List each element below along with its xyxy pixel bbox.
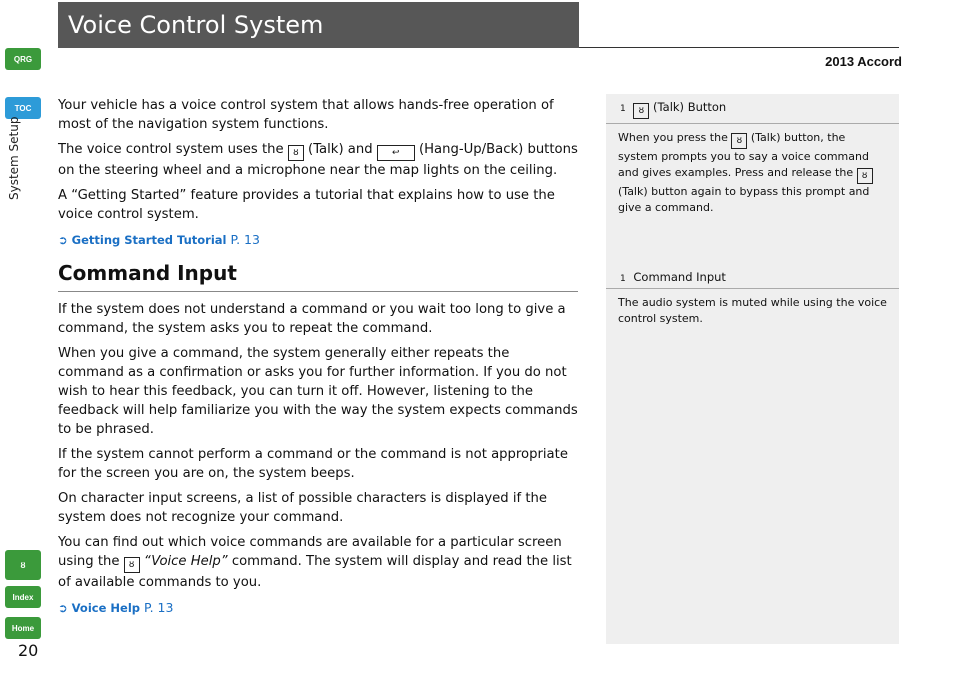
section-paragraph: When you give a command, the system generally either repeats the command as a confirmation or asks you for further information. If you do not wish to hear this feedback, you can turn it off. However, listening to the feedback will help familiarize you with the way the system expects commands to be phrased.	[58, 346, 578, 437]
side-section-label: System Setup	[7, 116, 21, 200]
reference-arrow-icon: ➲	[58, 601, 68, 615]
note-body: When you press the ȣ (Talk) button, the system prompts you to say a voice command and gives examples. Press and release the ȣ (Talk) button again to bypass this prompt and give a command.	[606, 130, 899, 216]
talk-icon: ȣ	[124, 557, 140, 573]
home-tab[interactable]: Home	[5, 617, 41, 639]
intro-section	[58, 96, 578, 256]
index-tab[interactable]: Index	[5, 586, 41, 608]
section-paragraph: If the system cannot perform a command or the command is not appropriate for the screen you are on, the system beeps.	[58, 447, 568, 481]
qrg-tab[interactable]: QRG	[5, 48, 41, 70]
talk-button-note	[606, 96, 899, 216]
note-heading: 1 ȣ (Talk) Button	[606, 96, 899, 124]
talk-icon: ȣ	[857, 168, 873, 184]
talk-icon: ȣ	[731, 133, 747, 149]
model-label: 2013 Accord	[825, 54, 902, 69]
getting-started-link[interactable]: ➲ Getting Started Tutorial P. 13	[58, 232, 260, 247]
talk-icon: ȣ	[288, 145, 304, 161]
hang-up-back-icon: ↩	[377, 145, 415, 161]
section-title: Command Input	[58, 261, 578, 292]
title-rule	[579, 47, 899, 48]
section-paragraph: You can find out which voice commands are available for a particular screen using the ȣ “Voice Help” command. The system will display and read the list of available commands to you.	[58, 535, 572, 590]
note-body: The audio system is muted while using the voice control system.	[618, 296, 887, 325]
page-number: 20	[18, 641, 39, 660]
intro-paragraph: A “Getting Started” feature provides a tutorial that explains how to use the voice control system.	[58, 188, 555, 222]
section-paragraph: If the system does not understand a command or you wait too long to give a command, the system asks you to repeat the command.	[58, 302, 566, 336]
intro-paragraph: Your vehicle has a voice control system that allows hands-free operation of most of the navigation system functions.	[58, 98, 554, 132]
section-paragraph: On character input screens, a list of possible characters is displayed if the system does not recognize your command.	[58, 491, 547, 525]
reference-arrow-icon: ➲	[58, 233, 68, 247]
command-input-note	[606, 266, 899, 327]
voice-talk-tab[interactable]: ȣ	[5, 550, 41, 580]
page-title: Voice Control System	[58, 2, 579, 48]
intro-paragraph: The voice control system uses the ȣ (Talk) and ↩ (Hang-Up/Back) buttons on the steering wheel and a microphone near the map lights on the ceiling.	[58, 142, 578, 178]
note-heading: 1 Command Input	[606, 266, 899, 289]
voice-help-link[interactable]: ➲ Voice Help P. 13	[58, 600, 174, 615]
talk-icon: ȣ	[633, 103, 649, 119]
command-input-section	[58, 300, 578, 624]
toc-tab[interactable]: TOC	[5, 97, 41, 119]
